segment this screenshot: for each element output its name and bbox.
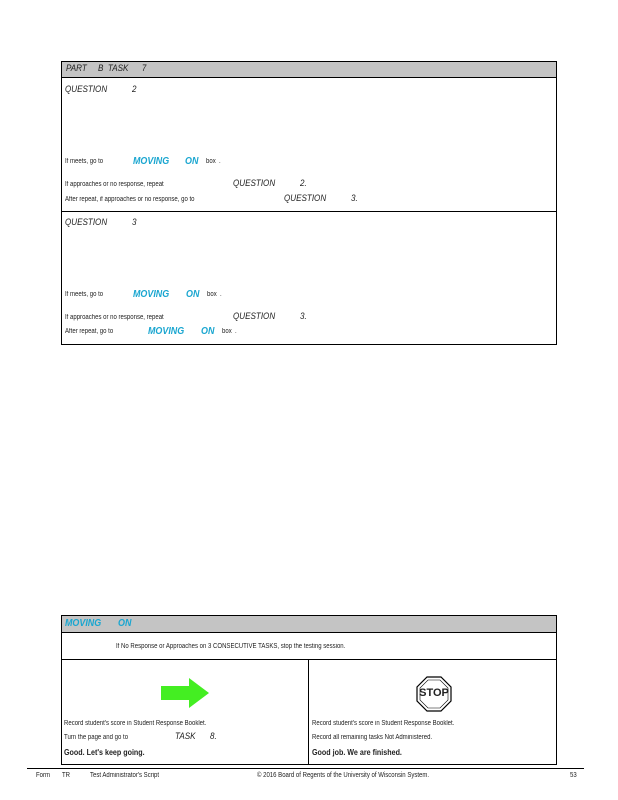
left-turn-page-text: Turn the page and go to — [64, 734, 129, 741]
q3-after-moving: MOVING — [148, 325, 185, 337]
q2-repeat-number: 2. — [300, 178, 307, 189]
right-finished-text: Good job. We are finished. — [312, 747, 402, 757]
q2-on: ON — [185, 155, 199, 167]
q2-label: QUESTION — [65, 84, 108, 95]
footer-copyright: © 2016 Board of Regents of the University of Wisconsin System. — [257, 772, 430, 779]
left-task-label: TASK — [175, 731, 196, 742]
moving-on-column-divider — [308, 659, 309, 764]
moving-on-box — [61, 615, 557, 765]
stop-instruction: If No Response or Approaches on 3 CONSECUTIVE TASKS, stop the testing session. — [116, 643, 346, 650]
q3-repeat-number: 3. — [300, 311, 307, 322]
right-record-text: Record student's score in Student Response Booklet. — [312, 720, 455, 727]
q2-meets-text: If meets, go to — [65, 158, 104, 165]
q3-repeat-question: QUESTION — [233, 311, 276, 322]
left-encouragement: Good. Let's keep going. — [64, 747, 145, 757]
q2-after-number: 3. — [351, 193, 358, 204]
q3-after-text: After repeat, go to — [65, 328, 114, 335]
q2-moving: MOVING — [133, 155, 170, 167]
left-record-text: Record student's score in Student Response Booklet. — [64, 720, 207, 727]
q2-box-text: box . — [206, 158, 221, 165]
q2-number: 2 — [132, 84, 137, 95]
part-task-title: PART B TASK 7 — [66, 63, 147, 74]
q2-after-text: After repeat, if approaches or no response, go to — [65, 196, 195, 203]
q3-label: QUESTION — [65, 217, 108, 228]
q2-after-question: QUESTION — [284, 193, 327, 204]
moving-on-title-moving: MOVING — [65, 617, 102, 629]
task-box — [61, 61, 557, 345]
q2-repeat-question: QUESTION — [233, 178, 276, 189]
q3-moving: MOVING — [133, 288, 170, 300]
left-task-number: 8. — [210, 731, 217, 742]
q3-meets-text: If meets, go to — [65, 291, 104, 298]
q3-approaches-text: If approaches or no response, repeat — [65, 314, 164, 321]
q3-number: 3 — [132, 217, 137, 228]
footer-page-number: 53 — [570, 772, 577, 779]
moving-on-title-on: ON — [118, 617, 132, 629]
moving-on-divider — [62, 659, 556, 660]
q3-on: ON — [186, 288, 200, 300]
footer-form-code: TR — [62, 772, 71, 779]
moving-on-header — [62, 616, 556, 633]
q3-box-text: box . — [207, 291, 222, 298]
footer-form: Form — [36, 772, 51, 779]
green-arrow-icon — [161, 678, 211, 708]
q2-approaches-text: If approaches or no response, repeat — [65, 181, 164, 188]
stop-sign-icon — [416, 676, 452, 712]
stop-sign-text: STOP — [419, 687, 449, 699]
right-not-administered-text: Record all remaining tasks Not Administered. — [312, 734, 433, 741]
footer-script-title: Test Administrator's Script — [90, 772, 160, 779]
footer-rule — [27, 768, 584, 769]
question-divider — [62, 211, 556, 212]
task-header — [62, 62, 556, 78]
q3-after-on: ON — [201, 325, 215, 337]
q3-after-box-text: box . — [222, 328, 237, 335]
